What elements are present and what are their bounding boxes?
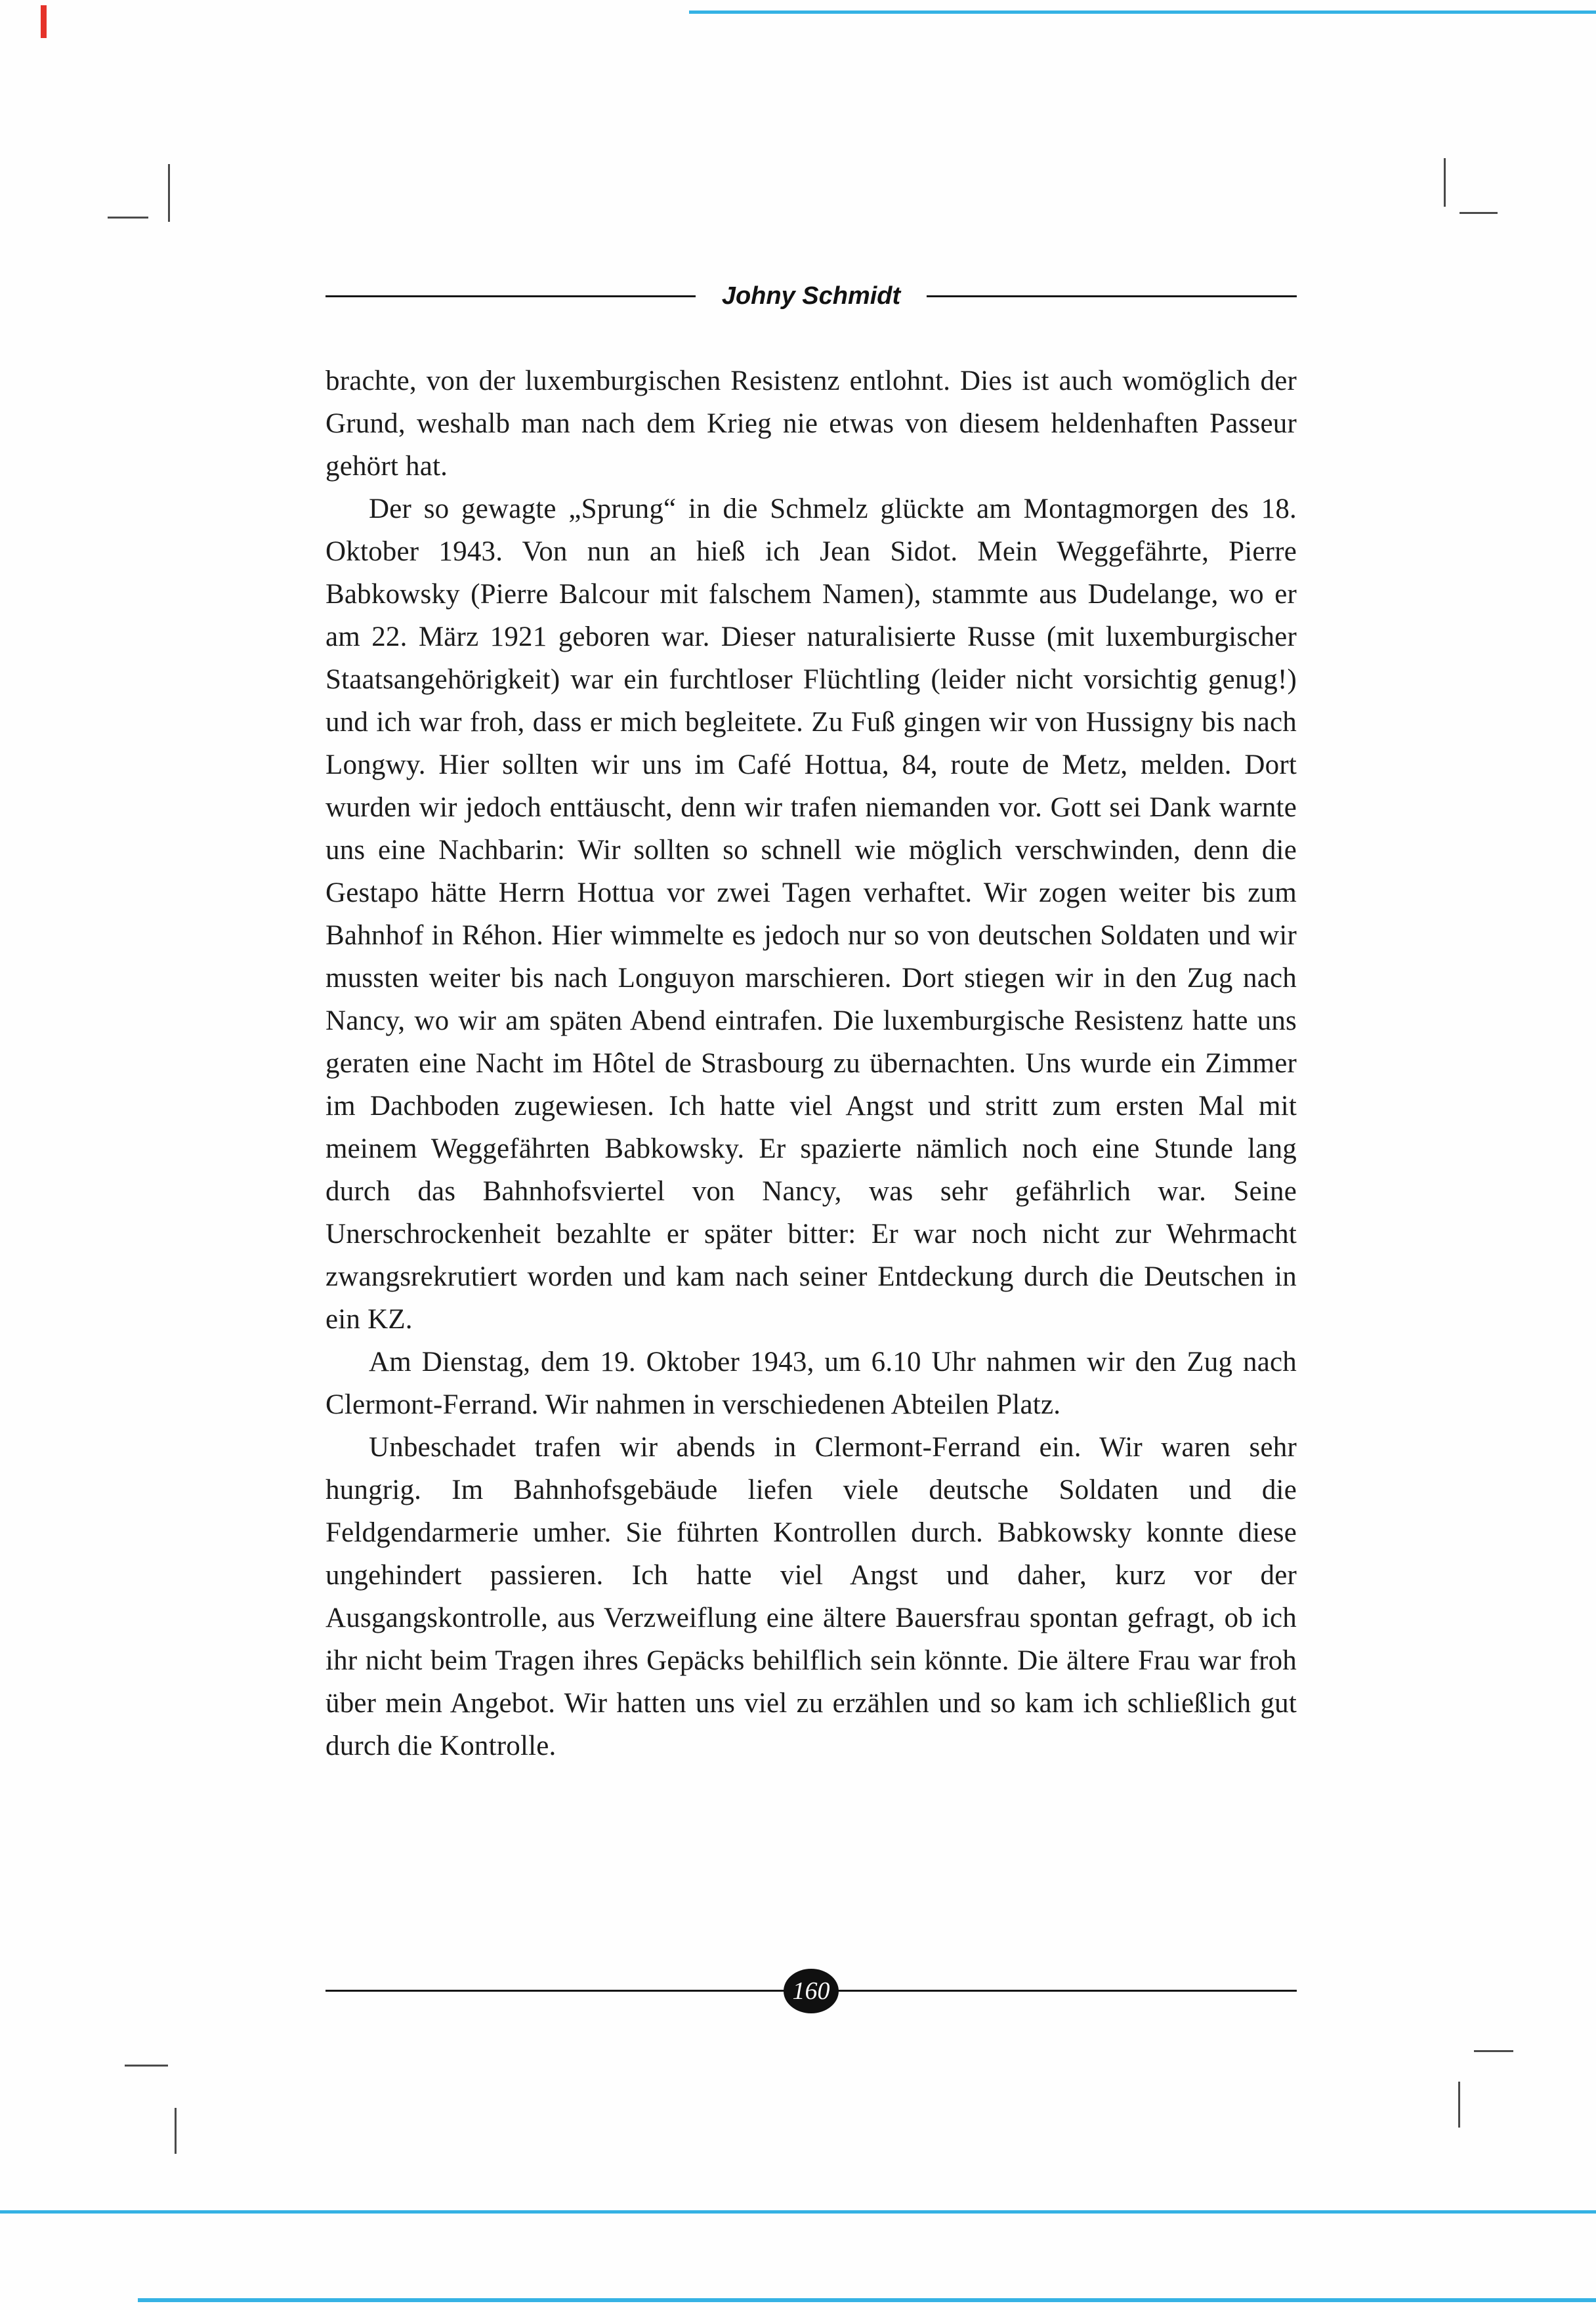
paragraph: Unbeschadet trafen wir abends in Clermont-Ferrand ein. Wir waren sehr hungrig. Im Bahnhofsgebäude liefen viele deutsche Soldaten und die Feldgendarmerie umher. Sie führten Kontrollen durch. Babkowsky konnte diese ungehindert passieren. Ich hatte viel Angst und daher, kurz vor der Ausgangskontrolle, aus Verzweiflung eine ältere Bauersfrau spontan gefragt, ob ich ihr nicht beim Tragen ihres Gepäcks behilflich sein könnte. Die ältere Frau war froh über mein Angebot. Wir hatten uns viel zu erzählen und so kam ich schließlich gut durch die Kontrolle. bbox=[326, 1432, 1297, 1761]
paragraph: Am Dienstag, dem 19. Oktober 1943, um 6.10 Uhr nahmen wir den Zug nach Clermont-Ferrand. Wir nahmen in verschiedenen Abteilen Platz. bbox=[326, 1347, 1297, 1420]
body-text bbox=[326, 360, 1297, 1767]
running-head bbox=[326, 279, 1297, 313]
crop-mark-bottom-right-horizontal bbox=[1474, 2050, 1513, 2052]
crop-mark-top-right-vertical bbox=[1444, 158, 1446, 207]
paragraph: Der so gewagte „Sprung“ in die Schmelz glückte am Montagmorgen des 18. Oktober 1943. Von nun an hieß ich Jean Sidot. Mein Weggefährte, Pierre Babkowsky (Pierre Balcour mit falschem Namen), stammte aus Dudelange, wo er am 22. März 1921 geboren war. Dieser naturalisierte Russe (mit luxemburgischer Staatsangehörigkeit) war ein furchtloser Flüchtling (leider nicht vorsichtig genug!) und ich war froh, dass er mich begleitete. Zu Fuß gingen wir von Hussigny bis nach Longwy. Hier sollten wir uns im Café Hottua, 84, route de Metz, melden. Dort wurden wir jedoch enttäuscht, denn wir trafen niemanden vor. Gott sei Dank warnte uns eine Nachbarin: Wir sollten so schnell wie möglich verschwinden, denn die Gestapo hätte Herrn Hottua vor zwei Tagen verhaftet. Wir zogen weiter bis zum Bahnhof in Réhon. Hier wimmelte es jedoch nur so von deutschen Soldaten und wir mussten weiter bis nach Longuyon marschieren. Dort stiegen wir in den Zug nach Nancy, wo wir am späten Abend eintrafen. Die luxemburgische Resistenz hatte uns geraten eine Nacht im Hôtel de Strasbourg zu übernachten. Uns wurde ein Zimmer im Dachboden zugewiesen. Ich hatte viel Angst und stritt zum ersten Mal mit meinem Weggefährten Babkowsky. Er spazierte nämlich noch eine Stunde lang durch das Bahnhofsviertel von Nancy, was sehr gefährlich war. Seine Unerschrockenheit bezahlte er später bitter: Er war noch nicht zur Wehrmacht zwangsrekrutiert worden und kam nach seiner Entdeckung durch die Deutschen in ein KZ. bbox=[326, 494, 1297, 1335]
running-head-rule-left bbox=[326, 295, 696, 297]
crop-mark-bottom-right-vertical bbox=[1458, 2082, 1460, 2128]
crop-mark-top-right-horizontal bbox=[1460, 212, 1498, 214]
page-number-badge bbox=[784, 1969, 839, 2013]
crop-mark-bottom-left-vertical bbox=[175, 2108, 177, 2154]
running-head-rule-right bbox=[927, 295, 1297, 297]
author-name: Johny Schmidt bbox=[721, 282, 901, 310]
crop-mark-bottom-left-horizontal bbox=[125, 2065, 168, 2067]
crop-mark-top-left-vertical bbox=[168, 164, 170, 222]
scan-artifact-red-tick bbox=[41, 5, 47, 38]
paragraph: brachte, von der luxemburgischen Resistenz entlohnt. Dies ist auch womöglich der Grund, weshalb man nach dem Krieg nie etwas von diesem heldenhaften Passeur gehört hat. bbox=[326, 366, 1297, 482]
scan-artifact-line-top bbox=[689, 10, 1596, 14]
page-number: 160 bbox=[792, 1977, 830, 2005]
scan-artifact-line-bottom-1 bbox=[0, 2210, 1596, 2214]
crop-mark-top-left-horizontal bbox=[108, 217, 148, 219]
scan-artifact-line-bottom-2 bbox=[138, 2298, 1596, 2302]
